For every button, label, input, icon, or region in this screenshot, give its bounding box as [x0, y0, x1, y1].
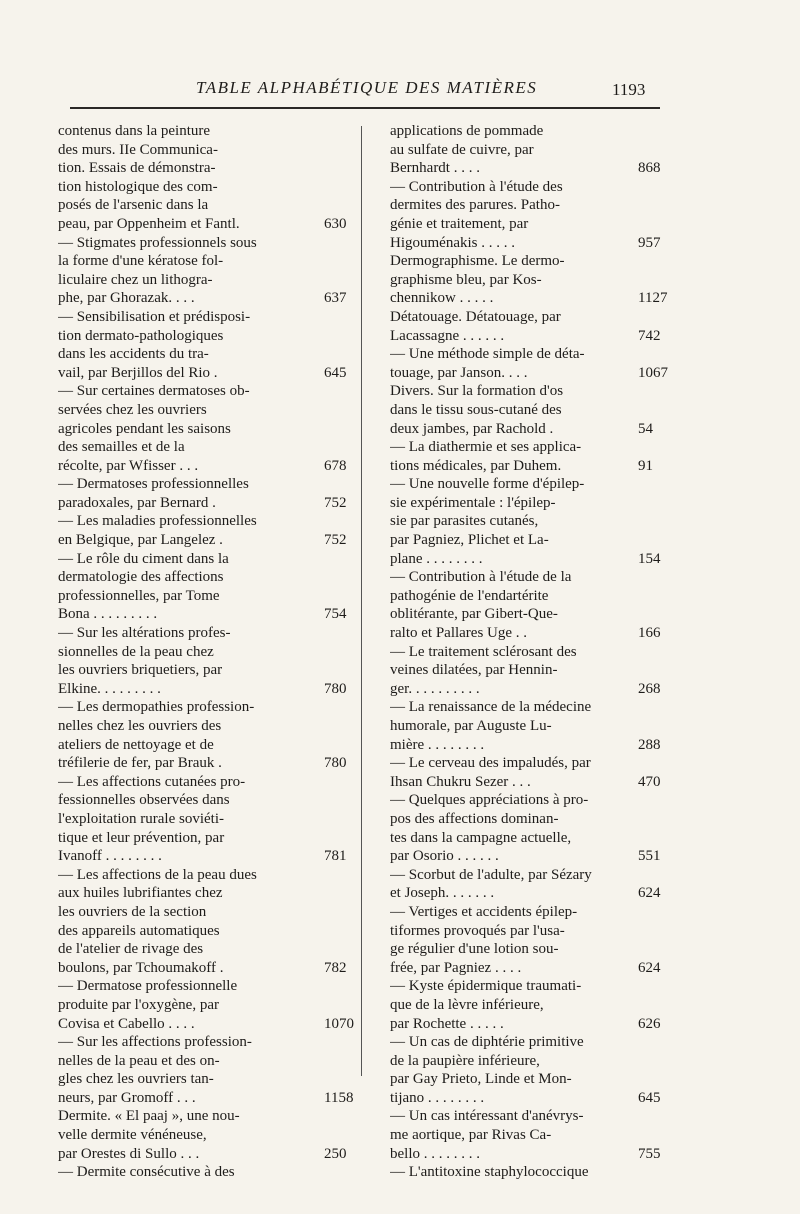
index-line-text: tions médicales, par Duhem.	[390, 457, 562, 474]
index-line	[58, 1126, 351, 1145]
index-line	[58, 252, 351, 271]
index-line	[58, 773, 351, 792]
index-line	[390, 252, 670, 271]
index-line-text: — Le cerveau des impaludés, par	[390, 755, 591, 772]
page-reference: 678	[324, 457, 347, 474]
index-line-text: velle dermite vénéneuse,	[58, 1127, 207, 1144]
index-line	[390, 178, 670, 197]
index-line-text: des appareils automatiques	[58, 922, 220, 939]
index-line-text: sionnelles de la peau chez	[58, 643, 214, 660]
index-line-text: Bona . . . . . . . . .	[58, 606, 158, 623]
index-line-text: tes dans la campagne actuelle,	[390, 829, 572, 846]
index-line	[390, 345, 670, 364]
index-line	[390, 605, 670, 624]
index-line-text: — La renaissance de la médecine	[390, 699, 592, 716]
page-reference: 624	[638, 885, 661, 902]
index-line	[58, 327, 351, 346]
index-line	[390, 754, 670, 773]
index-line-text: servées chez les ouvriers	[58, 401, 207, 418]
index-line	[390, 940, 670, 959]
index-line	[58, 531, 351, 550]
index-line	[58, 1089, 354, 1108]
index-line-text: par Osorio . . . . . .	[390, 848, 499, 865]
page-reference: 752	[324, 532, 347, 549]
index-line	[390, 1033, 670, 1052]
page-reference: 166	[638, 625, 661, 642]
index-line-text: ateliers de nettoyage et de	[58, 736, 214, 753]
index-line-text: dermites des parures. Patho-	[390, 197, 560, 214]
index-line-text: — Stigmates professionnels sous	[58, 234, 257, 251]
index-line-text: dans les accidents du tra-	[58, 346, 209, 363]
index-line	[390, 364, 670, 383]
page-reference: 154	[638, 550, 661, 567]
index-line	[58, 271, 351, 290]
index-line	[58, 754, 351, 773]
index-line	[390, 382, 670, 401]
index-line	[58, 234, 351, 253]
index-line	[58, 791, 351, 810]
index-line	[390, 196, 670, 215]
index-line	[390, 680, 670, 699]
page-reference: 752	[324, 494, 347, 511]
index-line-text: contenus dans la peinture	[58, 123, 211, 139]
index-line-text: oblitérante, par Gibert-Que-	[390, 606, 558, 623]
index-line-text: nelles de la peau et des on-	[58, 1052, 220, 1069]
index-line-text: agricoles pendant les saisons	[58, 420, 231, 437]
index-line-text: par Pagniez, Plichet et La-	[390, 532, 549, 549]
running-title: TABLE ALPHABÉTIQUE DES MATIÈRES	[196, 78, 538, 97]
index-line-text: ge régulier d'une lotion sou-	[390, 941, 559, 958]
page-reference: 1067	[638, 364, 668, 381]
index-line-text: — Kyste épidermique traumati-	[390, 978, 582, 995]
index-line	[390, 643, 670, 662]
index-line	[58, 866, 351, 885]
index-line	[390, 1015, 670, 1034]
index-line	[390, 159, 670, 178]
index-line-text: me aortique, par Rivas Ca-	[390, 1127, 552, 1144]
index-line	[390, 141, 670, 160]
index-line	[390, 401, 670, 420]
index-line-text: plane . . . . . . . .	[390, 550, 483, 567]
index-line-text: Higouménakis . . . . .	[390, 234, 515, 251]
index-line	[390, 903, 670, 922]
index-line-text: l'exploitation rurale soviéti-	[58, 810, 224, 827]
index-line-text: — Scorbut de l'adulte, par Sézary	[390, 866, 592, 883]
index-line-text: Divers. Sur la formation d'os	[390, 383, 564, 400]
index-line	[390, 1107, 670, 1126]
index-line	[390, 977, 670, 996]
index-line-text: sie par parasites cutanés,	[390, 513, 539, 530]
index-line-text: — Un cas de diphtérie primitive	[390, 1034, 584, 1051]
index-line	[58, 494, 351, 513]
index-line-text: — Les affections cutanées pro-	[58, 773, 246, 790]
page-reference: 470	[638, 773, 661, 790]
index-line-text: mière . . . . . . . .	[390, 736, 485, 753]
index-line	[390, 847, 670, 866]
index-line-text: vail, par Berjillos del Rio .	[58, 364, 218, 381]
index-line	[58, 1015, 354, 1034]
index-line-text: graphisme bleu, par Kos-	[390, 271, 542, 288]
page-reference: 754	[324, 606, 347, 623]
index-line-text: pos des affections dominan-	[390, 810, 559, 827]
index-line	[58, 940, 351, 959]
index-line	[58, 420, 351, 439]
index-line	[58, 810, 351, 829]
index-line	[58, 922, 351, 941]
index-line	[390, 996, 670, 1015]
index-line-text: la forme d'une kératose fol-	[58, 253, 224, 270]
index-line-text: — Un cas intéressant d'anévrys-	[390, 1108, 584, 1125]
index-line	[58, 1033, 351, 1052]
index-line-text: les ouvriers briquetiers, par	[58, 662, 223, 679]
index-line-text: — Quelques appréciations à pro-	[390, 792, 589, 809]
index-line	[390, 866, 670, 885]
index-line-text: phe, par Ghorazak. . . .	[58, 290, 195, 307]
index-line-text: pathogénie de l'endartérite	[390, 587, 549, 604]
index-line	[58, 884, 351, 903]
index-line-text: tiformes provoqués par l'usa-	[390, 922, 565, 939]
index-line	[390, 438, 670, 457]
index-line	[58, 1070, 351, 1089]
index-line	[390, 661, 670, 680]
index-line	[58, 1052, 351, 1071]
index-line-text: ralto et Pallares Uge . .	[390, 625, 528, 642]
index-line	[390, 959, 670, 978]
index-line-text: — Les maladies professionnelles	[58, 513, 257, 530]
index-line-text: Lacassagne . . . . . .	[390, 327, 505, 344]
page-reference: 645	[638, 1089, 661, 1106]
index-line	[58, 550, 351, 569]
index-line-text: frée, par Pagniez . . . .	[390, 959, 522, 976]
index-line-text: neurs, par Gromoff . . .	[58, 1089, 196, 1106]
index-line-text: génie et traitement, par	[390, 215, 529, 232]
index-line	[58, 829, 351, 848]
index-line-text: humorale, par Auguste Lu-	[390, 718, 552, 734]
index-line	[58, 959, 351, 978]
index-line-text: paradoxales, par Bernard .	[58, 494, 216, 511]
page-reference: 624	[638, 959, 661, 976]
page-reference: 742	[638, 327, 661, 344]
index-line	[390, 829, 670, 848]
index-line-text: tion histologique des com-	[58, 178, 218, 195]
index-line-text: — La diathermie et ses applica-	[390, 439, 582, 456]
index-line-text: aux huiles lubrifiantes chez	[58, 885, 223, 902]
index-line-text: chennikow . . . . .	[390, 290, 494, 307]
column-divider	[361, 126, 362, 1076]
index-line	[58, 308, 351, 327]
index-line	[58, 643, 351, 662]
index-line	[58, 122, 351, 141]
index-line	[58, 587, 351, 606]
left-column	[58, 122, 354, 1182]
index-line	[390, 717, 670, 736]
index-line-text: — Une nouvelle forme d'épilep-	[390, 476, 585, 493]
index-line-text: des murs. IIe Communica-	[58, 141, 218, 158]
index-line	[390, 568, 670, 587]
index-line-text: posés de l'arsenic dans la	[58, 197, 209, 214]
index-line-text: bello . . . . . . . .	[390, 1145, 480, 1162]
index-line	[58, 457, 351, 476]
index-line	[58, 568, 351, 587]
index-line-text: — Le traitement sclérosant des	[390, 643, 577, 660]
index-line-text: que de la lèvre inférieure,	[390, 996, 544, 1013]
index-line-text: — Les affections de la peau dues	[58, 866, 257, 883]
index-line-text: dans le tissu sous-cutané des	[390, 401, 562, 418]
index-line	[390, 1089, 670, 1108]
index-line-text: Dermite. « El paaj », une nou-	[58, 1108, 240, 1125]
index-line	[390, 1070, 670, 1089]
page-reference: 957	[638, 234, 661, 251]
index-line	[58, 345, 351, 364]
page-reference: 91	[638, 457, 653, 474]
index-line	[390, 1145, 670, 1164]
index-line-text: tréfilerie de fer, par Brauk .	[58, 755, 222, 772]
index-line	[390, 308, 670, 327]
index-line	[390, 215, 670, 234]
index-line-text: au sulfate de cuivre, par	[390, 141, 534, 158]
index-line-text: gles chez les ouvriers tan-	[58, 1071, 214, 1088]
index-line	[390, 271, 670, 290]
index-line	[58, 1107, 351, 1126]
index-line-text: par Rochette . . . . .	[390, 1015, 504, 1032]
index-line	[390, 698, 670, 717]
page-reference: 781	[324, 848, 347, 865]
page-reference: 288	[638, 736, 661, 753]
index-line	[58, 1163, 351, 1182]
index-line	[390, 420, 670, 439]
index-line-text: de la paupière inférieure,	[390, 1052, 540, 1069]
index-line-text: deux jambes, par Rachold .	[390, 420, 554, 437]
index-line	[390, 624, 670, 643]
index-line	[390, 1163, 670, 1182]
page-reference: 780	[324, 680, 347, 697]
index-line-text: touage, par Janson. . . .	[390, 364, 528, 381]
index-line-text: fessionnelles observées dans	[58, 792, 230, 809]
index-line	[390, 122, 670, 141]
index-line-text: et Joseph. . . . . . .	[390, 885, 495, 902]
index-line	[390, 289, 670, 308]
index-line-text: — L'antitoxine staphylococcique	[390, 1164, 589, 1181]
index-line	[390, 1126, 670, 1145]
index-line	[58, 159, 351, 178]
header-rule	[70, 107, 660, 109]
index-line-text: professionnelles, par Tome	[58, 587, 220, 604]
page-reference: 630	[324, 215, 347, 232]
index-line-text: Détatouage. Détatouage, par	[390, 308, 561, 325]
page-reference: 782	[324, 959, 347, 976]
page-reference: 268	[638, 680, 661, 697]
index-line-text: dermatologie des affections	[58, 569, 224, 586]
index-line-text: liculaire chez un lithogra-	[58, 271, 213, 288]
index-line	[390, 736, 670, 755]
index-line-text: Ivanoff . . . . . . . .	[58, 848, 162, 865]
index-line-text: — Dermatose professionnelle	[58, 978, 238, 995]
index-line	[58, 215, 351, 234]
index-line-text: des semailles et de la	[58, 439, 185, 456]
page-reference: 637	[324, 290, 347, 307]
index-line-text: — Sur les altérations profes-	[58, 625, 231, 642]
index-line	[390, 1052, 670, 1071]
index-line-text: — Sur les affections profession-	[58, 1034, 252, 1051]
index-line-text: — Contribution à l'étude des	[390, 178, 563, 195]
index-line	[58, 289, 351, 308]
index-line	[58, 624, 351, 643]
index-line-text: — Dermatoses professionnelles	[58, 476, 249, 493]
index-line-text: de l'atelier de rivage des	[58, 941, 204, 958]
index-line	[390, 810, 670, 829]
page-reference: 755	[638, 1145, 661, 1162]
index-line-text: Dermographisme. Le dermo-	[390, 253, 565, 270]
index-line	[58, 661, 351, 680]
index-line	[58, 717, 351, 736]
index-line	[58, 196, 351, 215]
index-line	[390, 327, 670, 346]
index-line	[58, 382, 351, 401]
page-reference: 626	[638, 1015, 661, 1032]
page-reference: 551	[638, 848, 661, 865]
page-number: 1193	[612, 80, 646, 99]
page-reference: 868	[638, 160, 661, 177]
index-line	[390, 512, 670, 531]
index-line	[58, 903, 351, 922]
index-line	[58, 680, 351, 699]
index-line	[390, 494, 670, 513]
index-line-text: les ouvriers de la section	[58, 903, 207, 920]
index-line	[58, 438, 351, 457]
page-reference: 250	[324, 1145, 347, 1162]
index-line	[390, 791, 670, 810]
index-line-text: — Contribution à l'étude de la	[390, 569, 572, 586]
index-line	[390, 587, 670, 606]
index-line-text: récolte, par Wfisser . . .	[58, 457, 199, 474]
index-line-text: peau, par Oppenheim et Fantl.	[58, 215, 240, 232]
index-line	[58, 141, 351, 160]
index-line	[58, 736, 351, 755]
index-line	[58, 364, 351, 383]
index-line	[390, 457, 670, 476]
index-line-text: ger. . . . . . . . . .	[390, 680, 480, 697]
index-line-text: boulons, par Tchoumakoff .	[58, 959, 224, 976]
index-line	[390, 550, 670, 569]
index-line	[58, 698, 351, 717]
index-line-text: Bernhardt . . . .	[390, 160, 480, 177]
index-line-text: — Une méthode simple de déta-	[390, 346, 585, 363]
index-line	[390, 773, 670, 792]
page-reference: 645	[324, 364, 347, 381]
index-line	[58, 178, 351, 197]
page-reference: 1070	[324, 1015, 354, 1032]
page-reference: 1158	[324, 1089, 354, 1106]
index-line-text: — Les dermopathies profession-	[58, 699, 255, 716]
index-line-text: tique et leur prévention, par	[58, 829, 225, 846]
index-line-text: tion dermato-pathologiques	[58, 327, 224, 344]
right-column	[390, 122, 670, 1182]
index-line-text: par Orestes di Sullo . . .	[58, 1145, 200, 1162]
index-line-text: par Gay Prieto, Linde et Mon-	[390, 1071, 572, 1088]
index-line-text: Ihsan Chukru Sezer . . .	[390, 773, 531, 790]
index-line	[58, 475, 351, 494]
page-reference: 1127	[638, 290, 668, 307]
index-line-text: — Sur certaines dermatoses ob-	[58, 383, 250, 400]
index-line	[58, 996, 351, 1015]
index-line-text: Covisa et Cabello . . . .	[58, 1015, 195, 1032]
index-line	[58, 401, 351, 420]
index-line-text: — Le rôle du ciment dans la	[58, 550, 229, 567]
index-line-text: — Vertiges et accidents épilep-	[390, 903, 578, 920]
index-line-text: produite par l'oxygène, par	[58, 996, 219, 1013]
page-reference: 54	[638, 420, 653, 437]
index-line-text: tion. Essais de démonstra-	[58, 160, 216, 177]
index-line	[58, 847, 351, 866]
index-line	[58, 1145, 351, 1164]
index-line-text: veines dilatées, par Hennin-	[390, 662, 558, 679]
index-line	[390, 922, 670, 941]
index-line	[390, 531, 670, 550]
index-line	[390, 475, 670, 494]
index-line	[58, 977, 351, 996]
index-line-text: — Sensibilisation et prédisposi-	[58, 308, 251, 325]
page-reference: 780	[324, 755, 347, 772]
index-line	[58, 512, 351, 531]
index-line-text: en Belgique, par Langelez .	[58, 532, 223, 549]
index-line-text: Elkine. . . . . . . . .	[58, 680, 161, 697]
index-line-text: tijano . . . . . . . .	[390, 1089, 485, 1106]
index-line-text: nelles chez les ouvriers des	[58, 718, 222, 734]
index-line	[390, 234, 670, 253]
index-line	[390, 884, 670, 903]
index-line-text: sie expérimentale : l'épilep-	[390, 494, 556, 511]
index-line	[58, 605, 351, 624]
index-line-text: applications de pommade	[390, 123, 544, 139]
index-line-text: — Dermite consécutive à des	[58, 1164, 235, 1181]
